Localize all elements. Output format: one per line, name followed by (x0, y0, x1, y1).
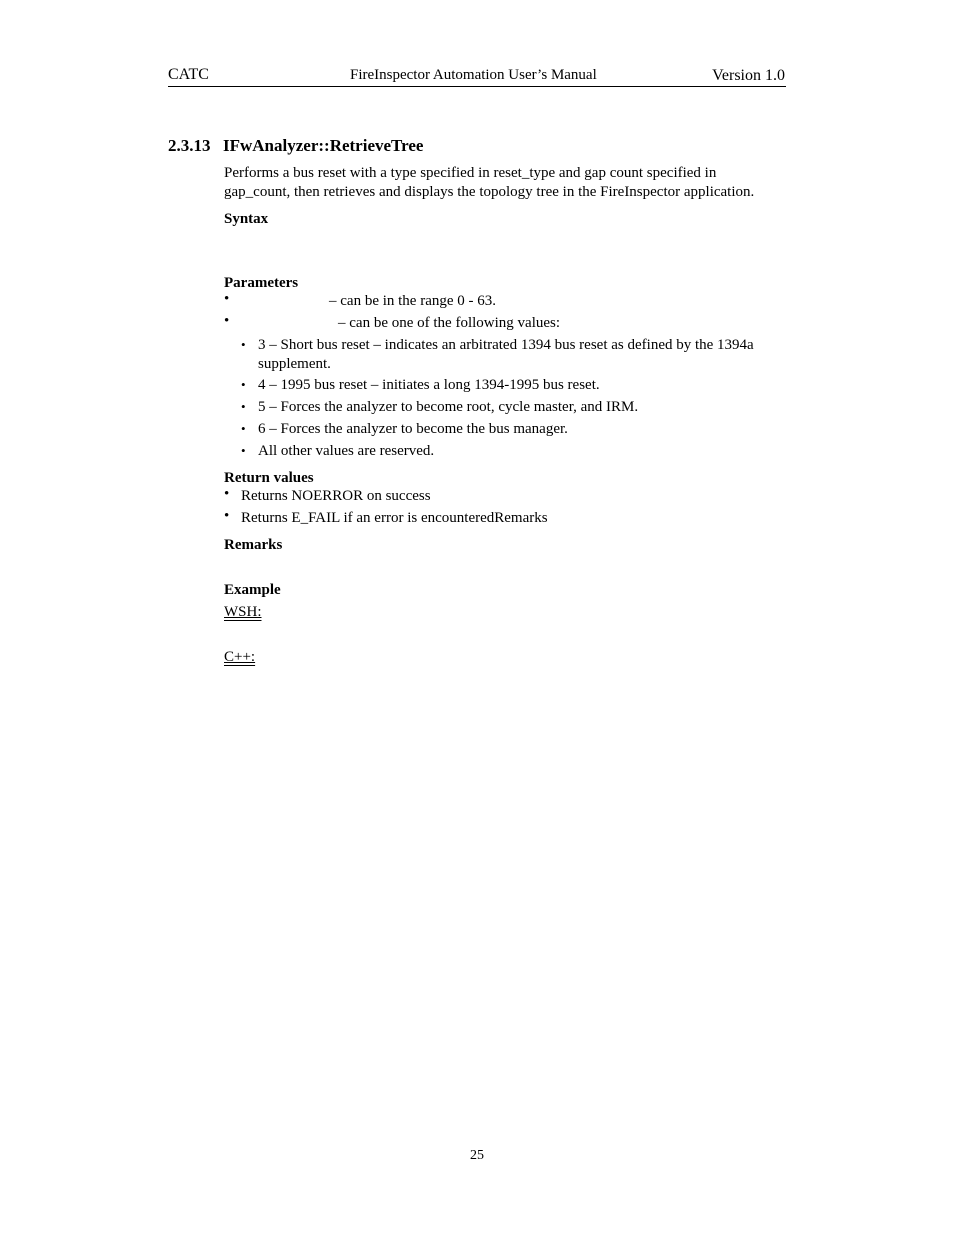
value-item: All other values are reserved. (258, 443, 435, 459)
parameter-gap-count-desc: – can be in the range 0 - 63. (329, 293, 497, 309)
return-value-item: Returns E_FAIL if an error is encounteredRemarks (241, 510, 548, 526)
syntax-heading: Syntax (224, 211, 269, 227)
parameter-bullet: • (224, 313, 230, 329)
value-bullet: • (241, 443, 246, 458)
example-heading: Example (224, 582, 281, 598)
value-bullet: • (241, 377, 246, 392)
section-title: IFwAnalyzer::RetrieveTree (223, 136, 424, 155)
parameter-bullet: • (224, 291, 230, 307)
section-heading (168, 136, 423, 156)
return-bullet: • (224, 486, 230, 502)
value-bullet: • (241, 337, 246, 352)
value-item: 3 – Short bus reset – indicates an arbitrated 1394 bus reset as defined by the 1394a supplement. (258, 337, 754, 372)
section-number: 2.3.13 (168, 136, 211, 155)
return-bullet: • (224, 508, 230, 524)
value-item: 4 – 1995 bus reset – initiates a long 1394-1995 bus reset. (258, 377, 600, 393)
return-values-heading: Return values (224, 470, 314, 486)
parameter-reset-type-desc: – can be one of the following values: (338, 315, 561, 331)
example-wsh-link[interactable]: WSH: (224, 604, 262, 620)
parameters-heading: Parameters (224, 275, 299, 291)
example-cpp-link[interactable]: C++: (224, 649, 256, 665)
header-version: Version 1.0 (712, 67, 785, 84)
value-bullet: • (241, 399, 246, 414)
value-item: 5 – Forces the analyzer to become root, cycle master, and IRM. (258, 399, 639, 415)
header-company: CATC (168, 66, 209, 83)
value-bullet: • (241, 421, 246, 436)
header-rule (168, 86, 786, 87)
page-number: 25 (470, 1148, 484, 1163)
remarks-heading: Remarks (224, 537, 283, 553)
value-item: 6 – Forces the analyzer to become the bus manager. (258, 421, 568, 437)
return-value-item: Returns NOERROR on success (241, 488, 431, 504)
header-manual-title: FireInspector Automation User’s Manual (350, 67, 597, 83)
section-description: Performs a bus reset with a type specified in reset_type and gap count specified in gap_count, then retrieves and displays the topology tree in the FireInspector application. (224, 165, 755, 200)
